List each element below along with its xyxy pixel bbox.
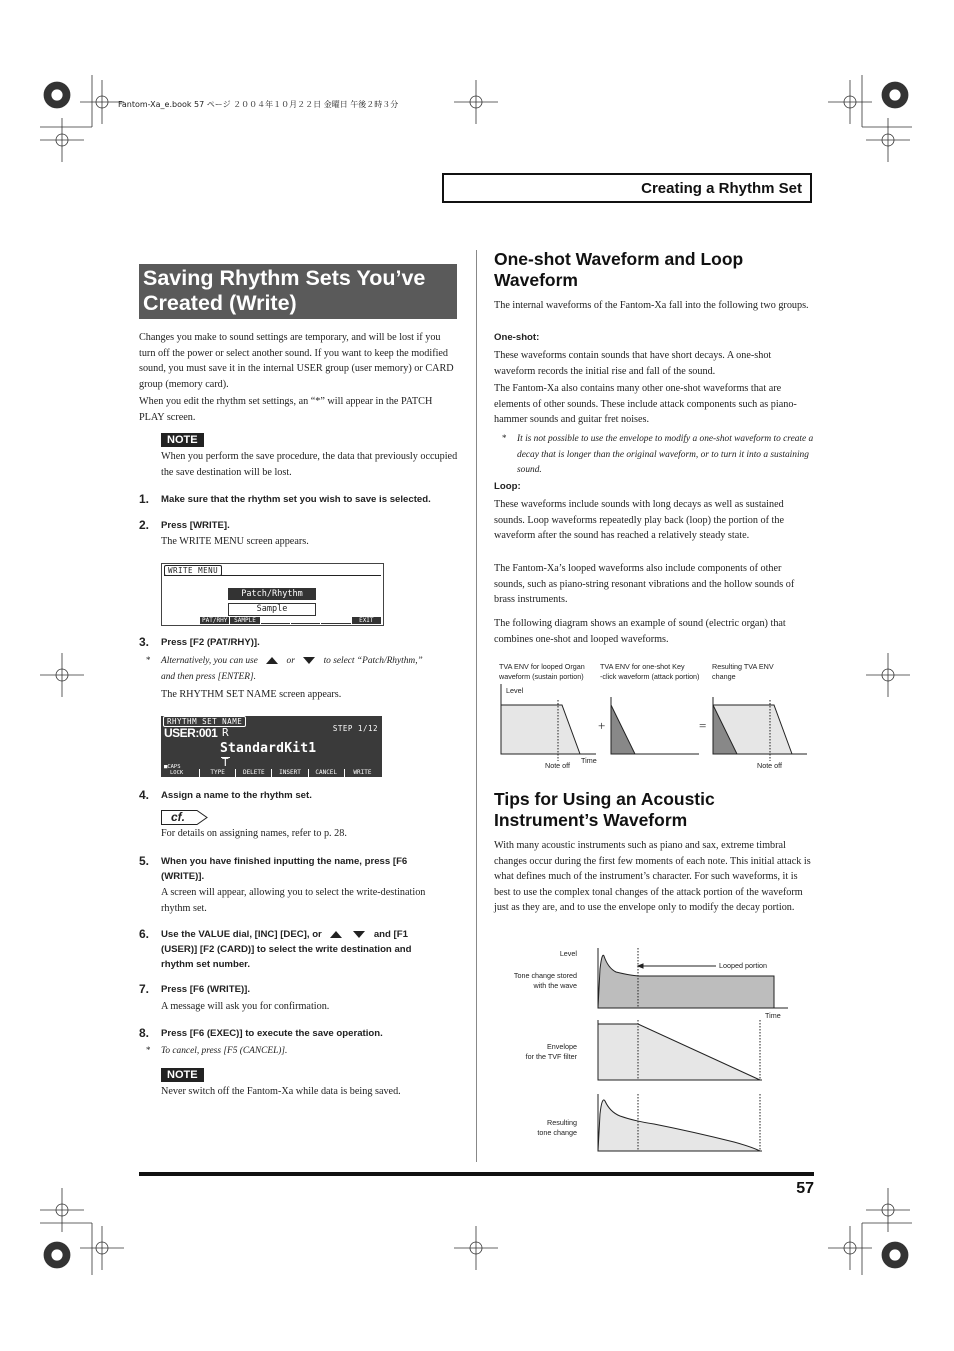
down-arrow-icon: [303, 657, 315, 664]
fkey-cancel[interactable]: CANCEL: [308, 769, 344, 777]
heading-oneshot-loop-line2: Waveform: [494, 270, 578, 290]
diagram2-tone-line1: Tone change stored: [513, 971, 577, 980]
diagram1-caption-1-line1: TVA ENV for looped Organ: [499, 662, 585, 671]
diagram1-noteoff-1: Note off: [545, 761, 571, 770]
diagram2-result-line2: tone change: [537, 1128, 577, 1137]
acoustic-waveform-diagram: [494, 944, 814, 1162]
step-5-line2: (WRITE)].: [161, 871, 205, 882]
diagram2-tone-line2: with the wave: [533, 981, 577, 990]
cf-reference-icon: [161, 810, 208, 825]
fkey-pat-rhy[interactable]: PAT/RHY: [200, 617, 229, 624]
heading-oneshot-loop: [494, 249, 814, 291]
step-3-result: The RHYTHM SET NAME screen appears.: [161, 689, 342, 700]
step-number-6: 6.: [139, 927, 150, 941]
diagram2-time-label: Time: [765, 1011, 781, 1020]
step-4-text: Assign a name to the rhythm set.: [161, 790, 312, 801]
step-number-4: 4.: [139, 788, 150, 802]
footer-rule: [139, 1172, 814, 1176]
asterisk-marker: *: [146, 1045, 151, 1055]
step-4-reference: For details on assigning names, refer to p. 28.: [161, 828, 347, 839]
fkey-f3[interactable]: [261, 617, 290, 624]
diagram1-level-label: Level: [506, 686, 524, 695]
intro-paragraph-2: When you edit the rhythm set settings, an “*” will appear in the PATCH PLAY screen.: [139, 396, 433, 423]
tva-envelope-diagram: [494, 660, 814, 775]
rhythm-set-name-title: RHYTHM SET NAME: [163, 716, 246, 727]
heading-acoustic-tips-line2: Instrument’s Waveform: [494, 810, 688, 830]
fkey-delete[interactable]: DELETE: [235, 769, 271, 777]
user-number: USER:001: [164, 726, 218, 740]
oneshot-note: It is not possible to use the envelope to modify a one-shot waveform to create a decay that is longer than the original waveform, or to turn it into a sustaining sound.: [517, 434, 814, 475]
step-8-text: Press [F6 (EXEC)] to execute the save operation.: [161, 1028, 383, 1039]
acoustic-tips-paragraph: With many acoustic instruments such as piano and sax, extreme timbral changes occur during the first few moments of each note. This initial attack is what defines much of the instrument’s character. For such waveforms, it is best to use the complex tonal changes of the attack portion of the waveform just as they are, and to use the envelope only to modify the decay portion.: [494, 840, 811, 913]
step-5-line1: When you have finished inputting the name, press [F6: [161, 856, 408, 867]
section-tab-title: Creating a Rhythm Set: [641, 180, 802, 197]
write-menu-screen: [161, 563, 384, 626]
step-number-1: 1.: [139, 492, 150, 506]
diagram2-graphics: [494, 944, 814, 1162]
step-6-a: Use the VALUE dial, [INC] [DEC], or: [161, 929, 322, 940]
step-6-text: [161, 927, 461, 972]
diagram2-result-line1: Resulting: [547, 1118, 577, 1127]
up-arrow-icon: [266, 657, 278, 664]
asterisk-marker: *: [502, 433, 507, 443]
fkey-write[interactable]: WRITE: [344, 769, 380, 777]
diagram1-caption-2-line1: TVA ENV for one-shot Key: [600, 662, 685, 671]
note-text-2: Never switch off the Fantom-Xa while data is being saved.: [161, 1086, 401, 1097]
column-divider: [476, 250, 477, 1162]
diagram1-caption-3-line2: change: [712, 672, 736, 681]
print-header: Fantom-Xa_e.book 57 ページ ２００４年１０月２２日 金曜日 午後２時３分: [118, 100, 399, 109]
note-badge-2: NOTE: [161, 1068, 204, 1082]
loop-paragraph-2: The Fantom-Xa’s looped waveforms also include components of other sounds, such as piano-string resonant vibrations and the hollow sounds of brass instruments.: [494, 563, 795, 605]
step-1-text: Make sure that the rhythm set you wish to save is selected.: [161, 494, 431, 505]
step-7-result: A message will ask you for confirmation.: [161, 1001, 330, 1012]
diagram1-graphics: [494, 660, 814, 775]
page-title-line1: Saving Rhythm Sets You’ve: [143, 266, 426, 290]
diagram1-caption-3-line1: Resulting TVA ENV: [712, 662, 774, 671]
cf-label: cf.: [171, 810, 186, 824]
menu-option-patch-rhythm[interactable]: Patch/Rhythm: [228, 588, 316, 600]
diagram1-time-label: Time: [581, 756, 597, 765]
caret-down-char: T: [222, 756, 229, 769]
step-3-note: [161, 654, 461, 685]
diagram2-looped-label: Looped portion: [719, 961, 767, 970]
step-3-text: Press [F2 (PAT/RHY)].: [161, 637, 260, 648]
rhythm-set-name-screen: [161, 716, 382, 777]
oneshot-label: One-shot:: [494, 332, 540, 343]
diagram1-caption-1-line2: waveform (sustain portion): [499, 672, 584, 681]
rhythm-set-name-field[interactable]: StandardKit1: [220, 741, 317, 756]
step-3-note-b: to select “Patch/Rhythm,”: [323, 656, 423, 666]
heading-acoustic-tips: [494, 789, 814, 831]
step-number-8: 8.: [139, 1026, 150, 1040]
waveform-intro: The internal waveforms of the Fantom-Xa fall into the following two groups.: [494, 300, 809, 311]
step-6-b: and [F1: [373, 929, 408, 940]
write-menu-title: WRITE MENU: [164, 565, 222, 576]
step-number-5: 5.: [139, 854, 150, 868]
step-number-3: 3.: [139, 635, 150, 649]
diagram1-noteoff-2: Note off: [757, 761, 783, 770]
caps-label: ■CAPS: [164, 764, 181, 770]
lock-label: LOCK: [170, 770, 184, 776]
up-arrow-icon: [330, 931, 342, 938]
caret-up-char: R: [222, 726, 229, 739]
step-number-7: 7.: [139, 982, 150, 996]
heading-acoustic-tips-line1: Tips for Using an Acoustic: [494, 789, 715, 809]
fkey-insert[interactable]: INSERT: [271, 769, 307, 777]
step-7-text: Press [F6 (WRITE)].: [161, 984, 251, 995]
oneshot-paragraph-2: The Fantom-Xa also contains many other one-shot waveforms that are elements of other sounds. These include attack components such as piano-hammer sounds and guitar fret noises.: [494, 383, 797, 425]
step-3-note-c: and then press [ENTER].: [161, 671, 256, 682]
diagram2-envelope-line2: for the TVF filter: [525, 1052, 577, 1061]
fkey-type[interactable]: TYPE: [199, 769, 235, 777]
step-6-line2: (USER)] [F2 (CARD)] to select the write destination and: [161, 944, 412, 955]
loop-label: Loop:: [494, 481, 521, 492]
fkey-f4[interactable]: [291, 617, 320, 624]
step-8-note: To cancel, press [F5 (CANCEL)].: [161, 1046, 288, 1056]
step-2-text: Press [WRITE].: [161, 520, 230, 531]
step-5-result: A screen will appear, allowing you to select the write-destination rhythm set.: [161, 887, 426, 914]
note-badge-1: NOTE: [161, 433, 204, 447]
step-number-2: 2.: [139, 518, 150, 532]
loop-paragraph-1: These waveforms include sounds with long decays as well as sustained sounds. Loop waveforms repeatedly play back (loop) the portion of the waveform after the sound has reached a relatively steady state.: [494, 499, 784, 541]
page-number: 57: [796, 1180, 814, 1197]
diagram-intro: The following diagram shows an example of sound (electric organ) that combines one-shot and looped waveforms.: [494, 618, 786, 645]
fkey-sample[interactable]: SAMPLE: [230, 617, 259, 624]
step-2-result: The WRITE MENU screen appears.: [161, 536, 309, 547]
intro-paragraph-1: Changes you make to sound settings are temporary, and will be lost if you turn off the power or select another sound. If you want to keep the modified sound, you must save it in the internal USER group (user memory) or CARD group (memory card).: [139, 332, 454, 390]
diagram1-caption-2-line2: -click waveform (attack portion): [600, 672, 700, 681]
step-3-note-a: Alternatively, you can use: [161, 656, 258, 666]
page-title-line2: Created (Write): [143, 291, 297, 315]
asterisk-marker: *: [146, 655, 151, 665]
diagram2-level-label: Level: [559, 949, 577, 958]
fkey-exit[interactable]: EXIT: [352, 617, 381, 624]
fkey-f5[interactable]: [321, 617, 350, 624]
oneshot-paragraph-1: These waveforms contain sounds that have short decays. A one-shot waveform records the initial rise and fall of the sound.: [494, 350, 772, 377]
note-text-1: When you perform the save procedure, the data that previously occupied the save destination will be lost.: [161, 451, 458, 478]
step-6-line3: rhythm set number.: [161, 959, 251, 970]
step-indicator: STEP 1/12: [332, 724, 378, 733]
down-arrow-icon: [353, 931, 365, 938]
step-3-note-or: or: [286, 656, 295, 666]
diagram2-envelope-line1: Envelope: [547, 1042, 577, 1051]
step-5-text: [161, 854, 461, 884]
section-tab: [442, 173, 812, 203]
plus-sign: +: [598, 718, 606, 733]
heading-oneshot-loop-line1: One-shot Waveform and Loop: [494, 249, 744, 269]
menu-option-sample[interactable]: Sample: [228, 603, 316, 616]
equals-sign: =: [699, 718, 707, 733]
page-title: [139, 264, 457, 319]
